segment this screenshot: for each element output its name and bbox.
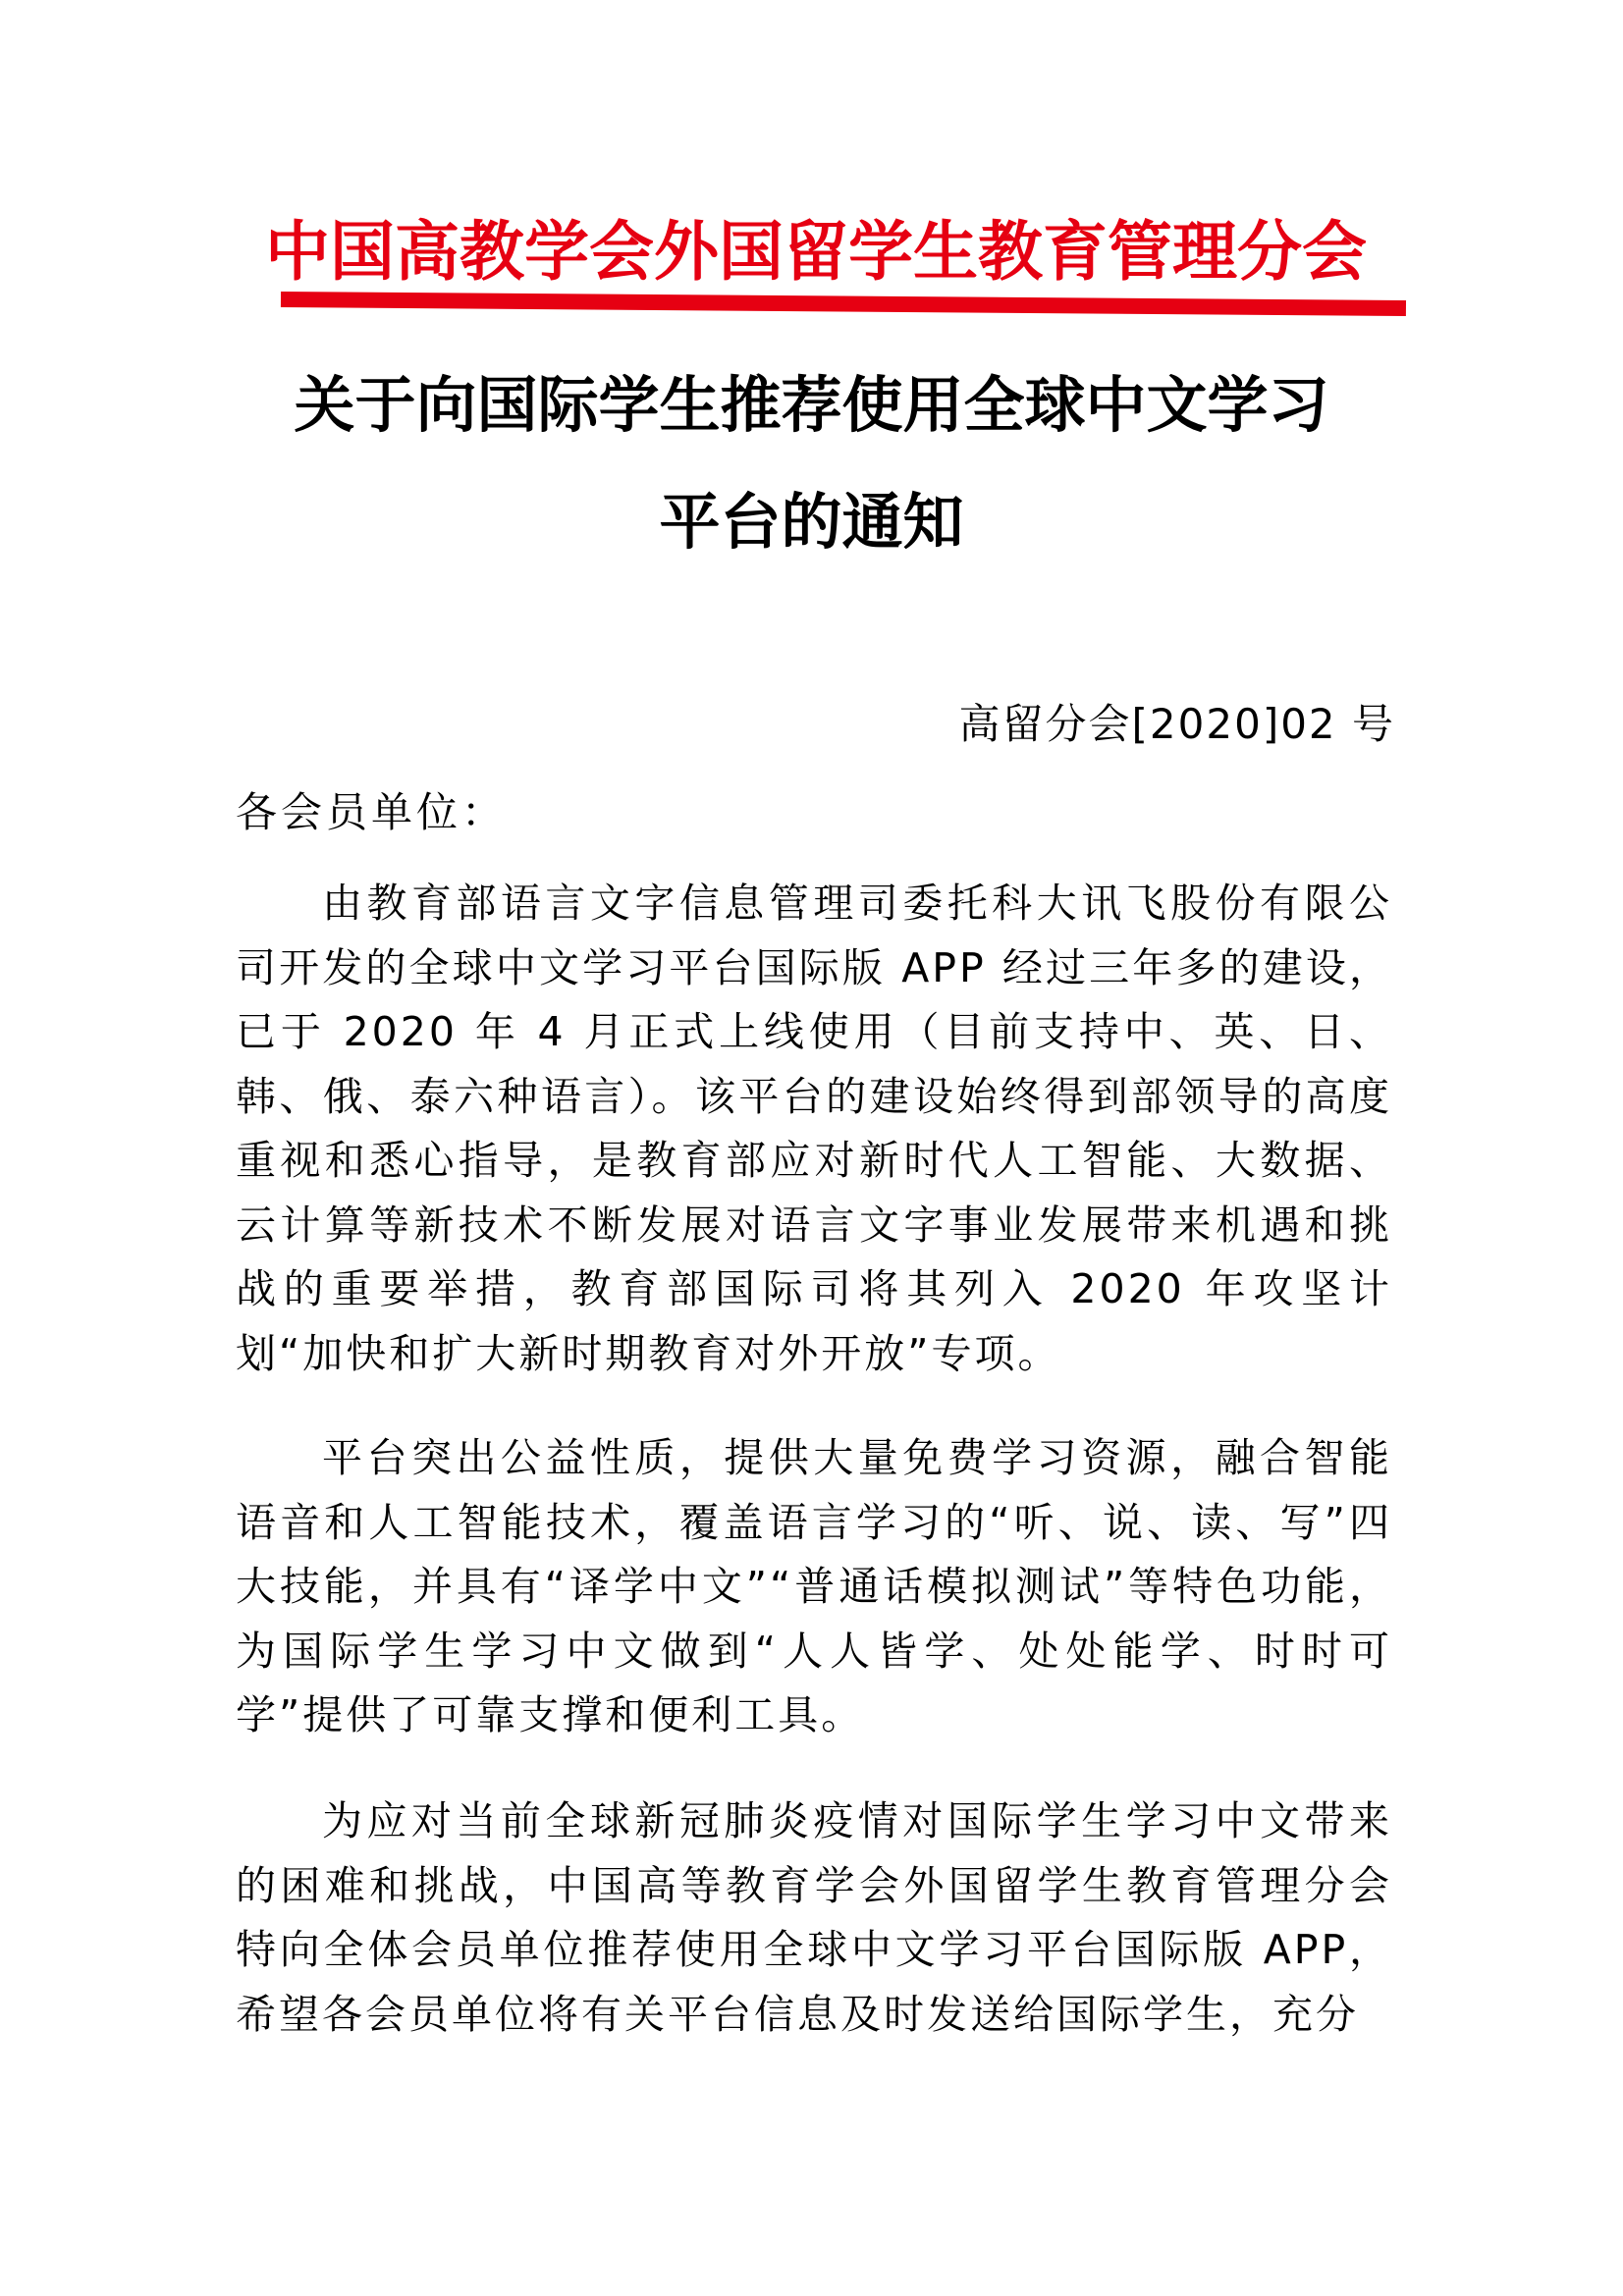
document-title-line-1: 关于向国际学生推荐使用全球中文学习 bbox=[294, 369, 1329, 441]
body-paragraph-3: 为应对当前全球新冠肺炎疫情对国际学生学习中文带来的困难和挑战，中国高等教育学会外国留学生教育管理分会特向全体会员单位推荐使用全球中文学习平台国际版 APP，希望各会员单位将有关平台信息及时发送给国际学生，充分 bbox=[236, 1797, 1392, 2038]
recipient-salutation: 各会员单位： bbox=[236, 788, 508, 836]
body-paragraph-2: 平台突出公益性质，提供大量免费学习资源，融合智能语音和人工智能技术，覆盖语言学习的“听、说、读、写”四大技能，并具有“译学中文”“普通话模拟测试”等特色功能，为国际学生学习中文做到“人人皆学、处处能学、时时可学”提供了可靠支撑和便利工具。 bbox=[236, 1434, 1392, 1738]
body-paragraph-1: 由教育部语言文字信息管理司委托科大讯飞股份有限公司开发的全球中文学习平台国际版 APP 经过三年多的建设，已于 2020 年 4 月正式上线使用（目前支持中、英、日、韩、俄、泰六种语言）。该平台的建设始终得到部领导的高度重视和悉心指导，是教育部应对新时代人工智能、大数据、云计算等新技术不断发展对语言文字事业发展带来机遇和挑战的重要举措，教育部国际司将其列入 2020 年攻坚计划“加快和扩大新时期教育对外开放”专项。 bbox=[236, 880, 1392, 1377]
document-number: 高留分会[2020]02 号 bbox=[958, 700, 1395, 748]
document-title-line-2: 平台的通知 bbox=[659, 486, 964, 558]
organization-header: 中国高教学会外国留学生教育管理分会 bbox=[265, 214, 1367, 290]
